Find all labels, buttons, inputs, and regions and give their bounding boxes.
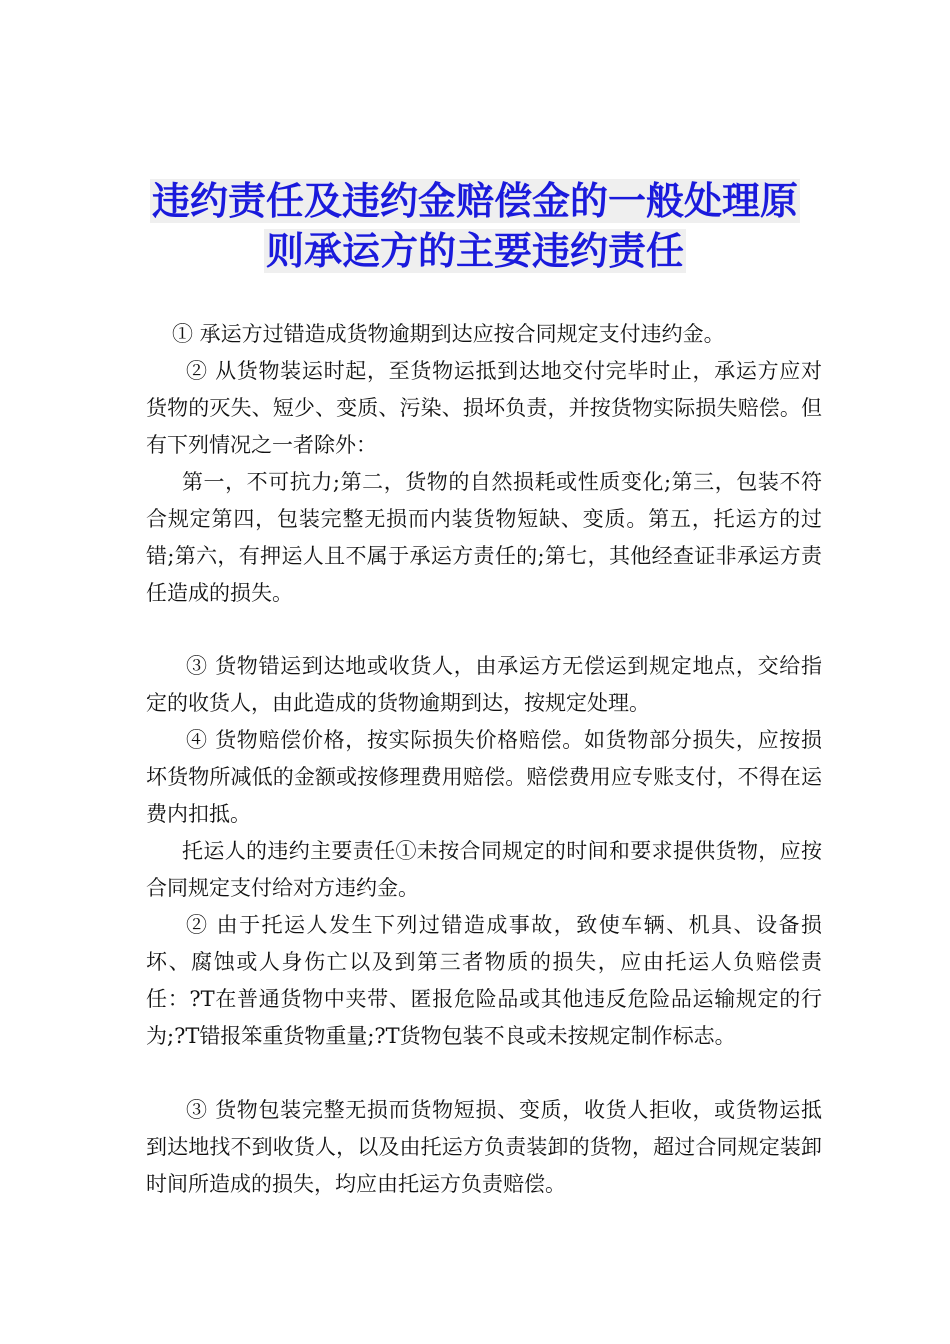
paragraph-3: 第一，不可抗力;第二，货物的自然损耗或性质变化;第三，包装不符合规定第四，包装完整无损而内装货物短缺、变质。第五，托运方的过错;第六，有押运人且不属于承运方责任的;第七，其他经查证非承运方责任造成的损失。 [146, 470, 822, 605]
paragraph-6: 托运人的违约主要责任①未按合同规定的时间和要求提供货物，应按合同规定支付给对方违约金。 [146, 839, 822, 900]
title-line-2: 则承运方的主要违约责任 [265, 229, 684, 273]
title-line-1: 违约责任及违约金赔偿金的一般处理原 [151, 179, 798, 223]
paragraph-1: ① 承运方过错造成货物逾期到达应按合同规定支付违约金。 [172, 322, 725, 346]
paragraph-2: ② 从货物装运时起，至货物运抵到达地交付完毕时止，承运方应对货物的灭失、短少、变质、污染、损坏负责，并按货物实际损失赔偿。但有下列情况之一者除外： [146, 359, 822, 457]
paragraph-5: ④ 货物赔偿价格，按实际损失价格赔偿。如货物部分损失，应按损坏货物所减低的金额或按修理费用赔偿。赔偿费用应专账支付，不得在运费内扣抵。 [146, 728, 822, 826]
paragraph-8: ③ 货物包装完整无损而货物短损、变质，收货人拒收，或货物运抵到达地找不到收货人，以及由托运方负责装卸的货物，超过合同规定装卸时间所造成的损失，均应由托运方负责赔偿。 [146, 1098, 822, 1196]
paragraph-7: ② 由于托运人发生下列过错造成事故，致使车辆、机具、设备损坏、腐蚀或人身伤亡以及到第三者物质的损失，应由托运人负赔偿责任：?T在普通货物中夹带、匿报危险品或其他违反危险品运输规定的行为;?T错报笨重货物重量;?T货物包装不良或未按规定制作标志。 [146, 913, 822, 1048]
document-title [120, 176, 830, 276]
paragraph-4: ③ 货物错运到达地或收货人，由承运方无偿运到规定地点，交给指定的收货人，由此造成的货物逾期到达，按规定处理。 [146, 654, 822, 715]
